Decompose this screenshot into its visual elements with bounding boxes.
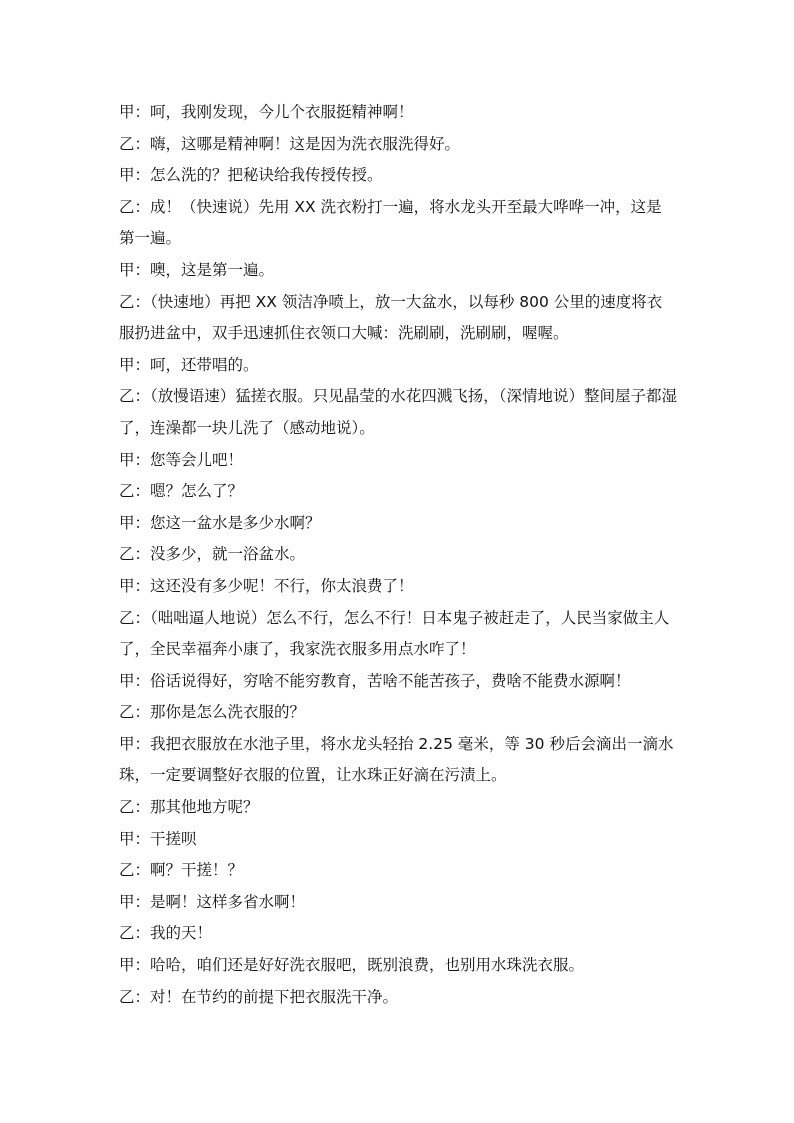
dialogue-line: 乙：嗯？怎么了？: [119, 482, 244, 501]
dialogue-line: 乙：那你是怎么洗衣服的？: [119, 703, 306, 722]
dialogue-line: 甲：俗话说得好，穷啥不能穷教育，苦啥不能苦孩子，费啥不能费水源啊！: [119, 671, 631, 690]
dialogue-line: 乙：对！在节约的前提下把衣服洗干净。: [119, 987, 399, 1006]
dialogue-line: 乙：那其他地方呢？: [119, 798, 259, 817]
dialogue-line: 乙：成！（快速说）先用 XX 洗衣粉打一遍，将水龙头开至最大哗哗一冲，这是第一遍。: [119, 197, 662, 248]
dialogue-body: [119, 97, 677, 1013]
dialogue-line: 甲：怎么洗的？把秘诀给我传授传授。: [119, 166, 383, 185]
dialogue-line: 甲：这还没有多少呢！不行，你太浪费了！: [119, 576, 414, 595]
dialogue-line: 甲：噢，这是第一遍。: [119, 260, 275, 279]
dialogue-line: 乙：啊？干搓！？: [119, 861, 244, 880]
dialogue-line: 甲：呵，还带唱的。: [119, 355, 259, 374]
dialogue-line: 甲：我把衣服放在水池子里，将水龙头轻抬 2.25 毫米，等 30 秒后会滴出一滴水珠，一定要调整好衣服的位置，让水珠正好滴在污渍上。: [119, 734, 674, 785]
dialogue-line: 甲：您等会儿吧！: [119, 450, 244, 469]
dialogue-line: 甲：呵，我刚发现，今儿个衣服挺精神啊！: [119, 103, 414, 121]
dialogue-line: 甲：哈哈，咱们还是好好洗衣服吧，既别浪费，也别用水珠洗衣服。: [119, 956, 585, 975]
dialogue-line: 乙：（快速地）再把 XX 领洁净喷上，放一大盆水，以每秒 800 公里的速度将衣服扔进盆中，双手迅速抓住衣领口大喊：洗刷刷，洗刷刷，喔喔。: [119, 292, 663, 343]
dialogue-line: 甲：是啊！这样多省水啊！: [119, 892, 306, 911]
dialogue-line: 乙：没多少，就一浴盆水。: [119, 545, 306, 564]
dialogue-line: 乙：（咄咄逼人地说）怎么不行，怎么不行！日本鬼子被赶走了，人民当家做主人了，全民幸福奔小康了，我家洗衣服多用点水咋了！: [119, 608, 670, 659]
dialogue-line: 乙：嗨，这哪是精神啊！这是因为洗衣服洗得好。: [119, 134, 461, 153]
dialogue-line: 甲：干搓呗: [119, 829, 197, 848]
dialogue-line: 甲：您这一盆水是多少水啊？: [119, 513, 321, 532]
dialogue-line: 乙：我的天！: [119, 924, 213, 943]
dialogue-line: 乙：（放慢语速）猛搓衣服。只见晶莹的水花四溅飞扬，（深情地说）整间屋子都湿了，连澡都一块儿洗了（感动地说）。: [119, 387, 678, 437]
